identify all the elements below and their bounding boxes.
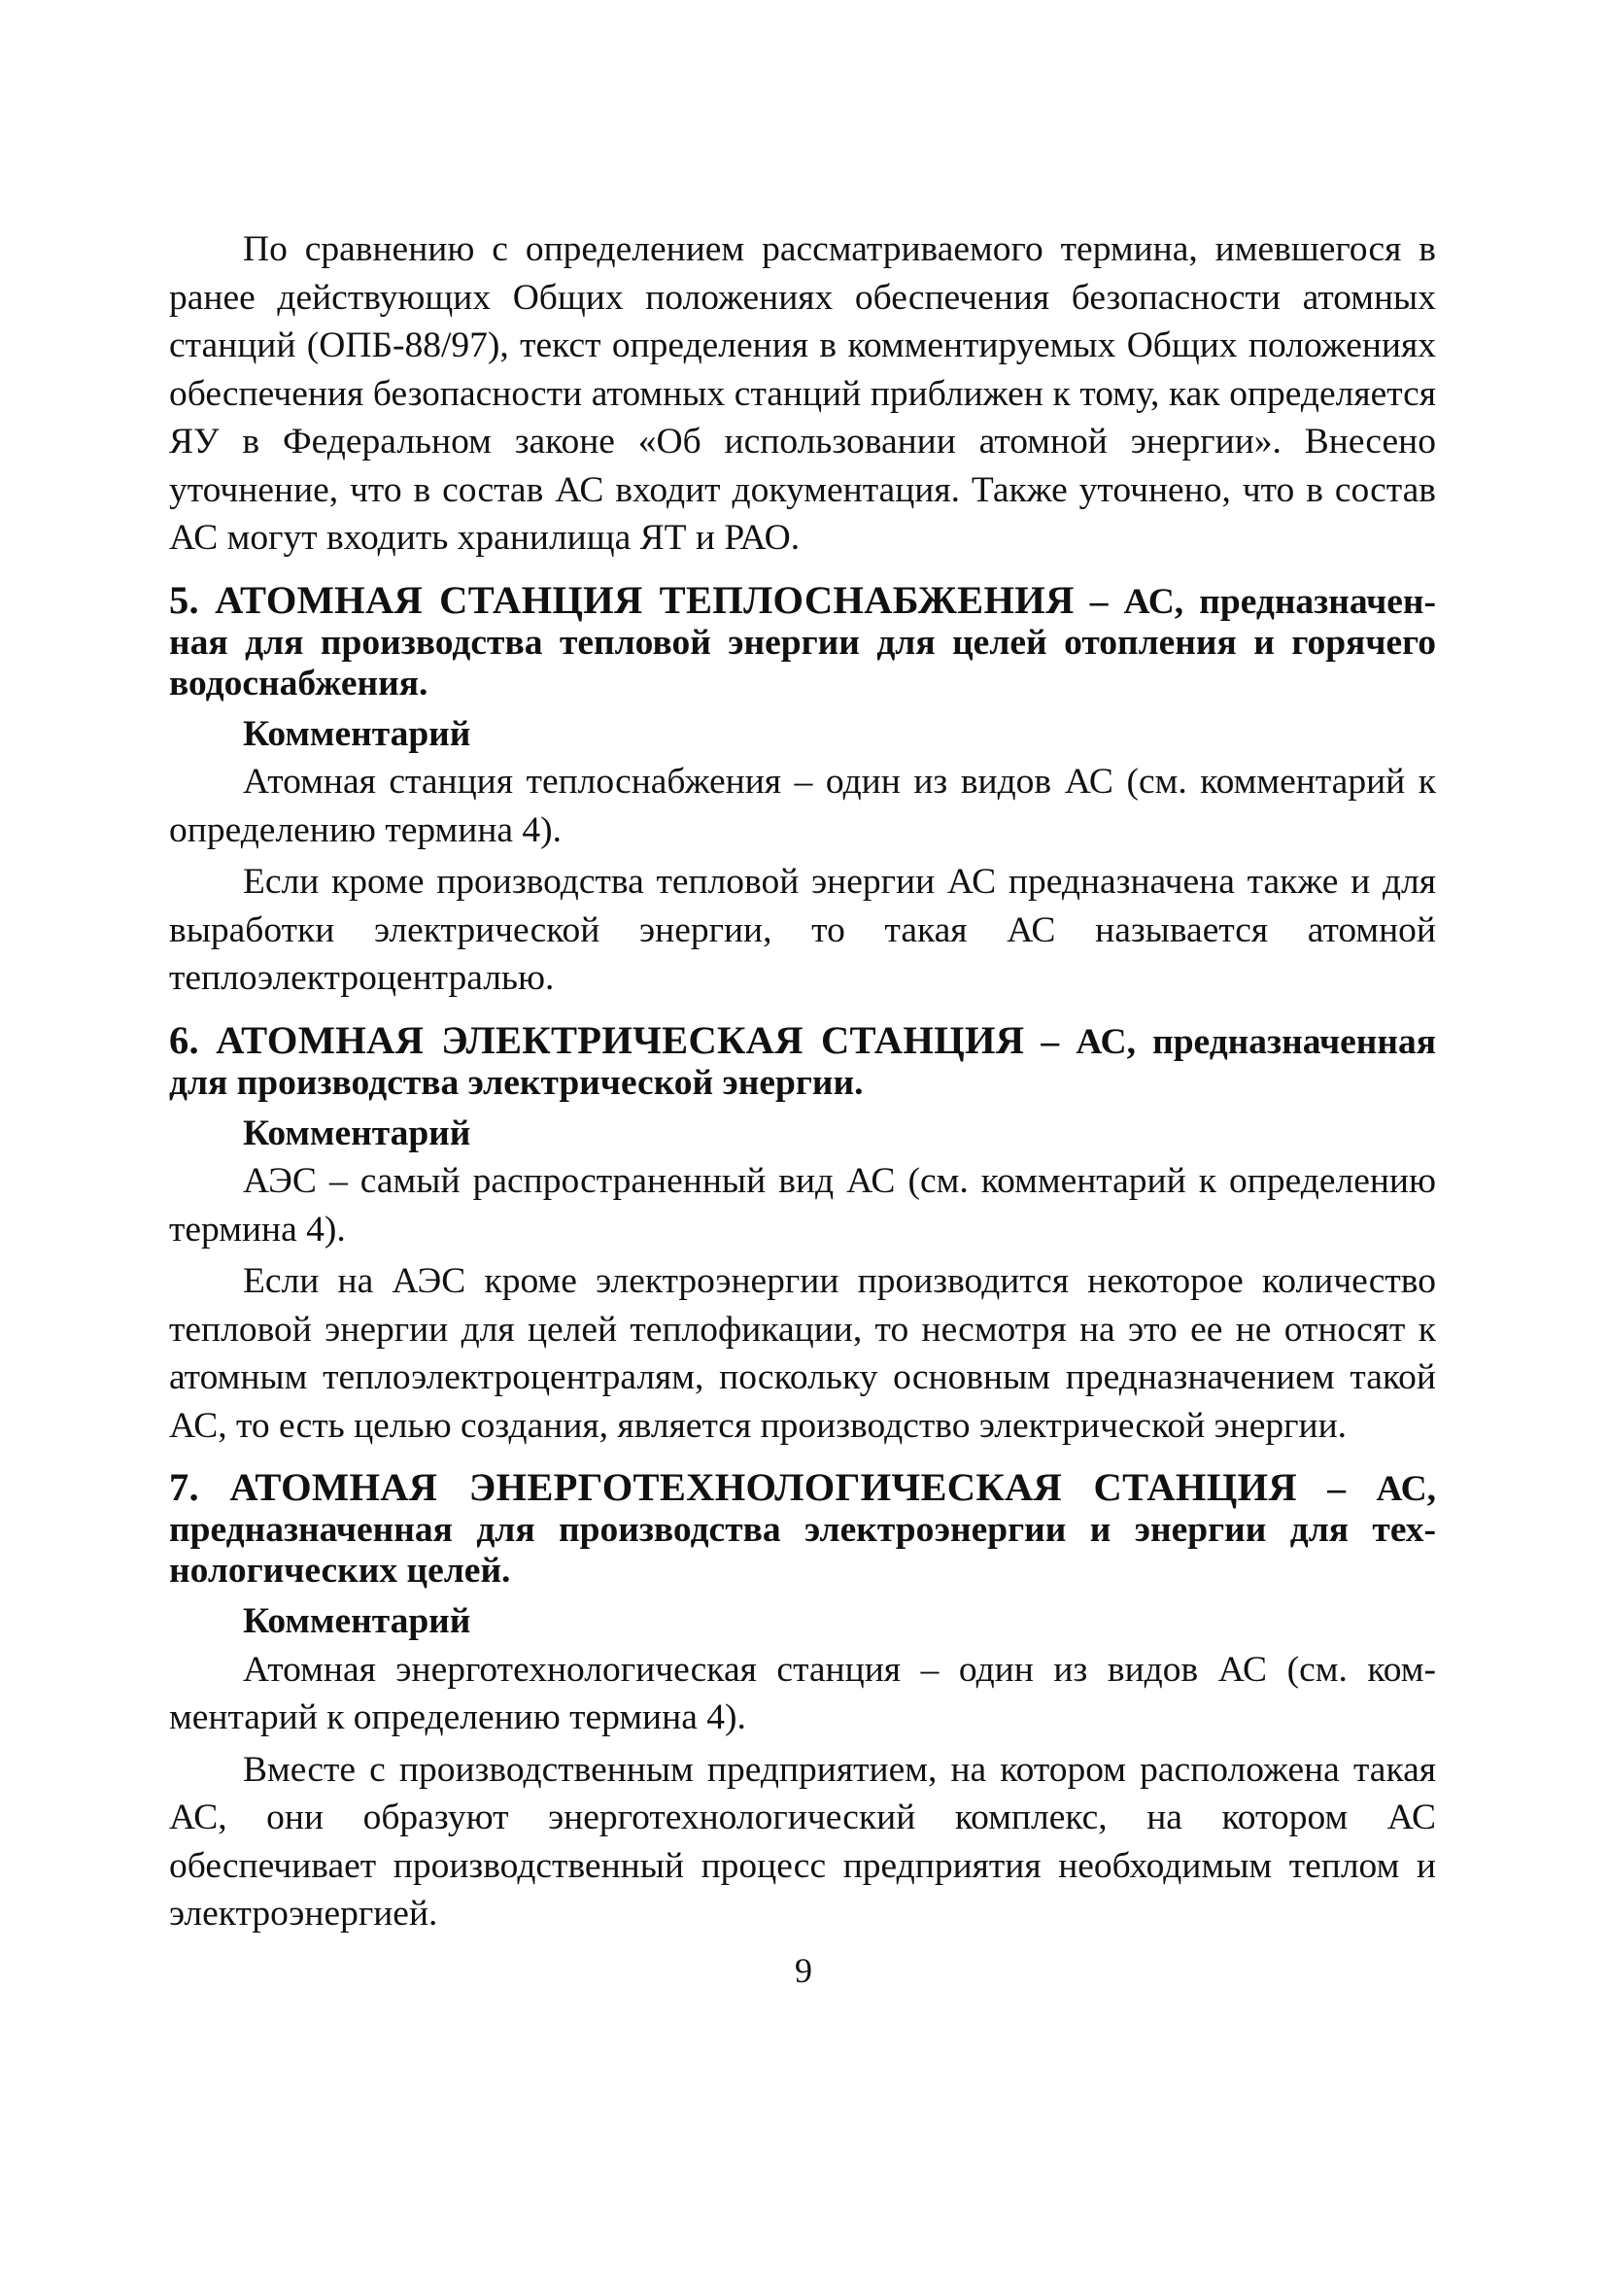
section-7-paragraph-2: Вместе с производственным предприятием, на котором расположена такая АС, они образуют энерготехнологический комплекс, на котором АС обеспечивает производственный процесс предприятия необходимым теплом и электроэнергией.	[169, 1749, 1436, 1934]
section-5-number: 5.	[169, 577, 199, 622]
section-5	[169, 577, 1437, 1003]
section-7-heading	[169, 1467, 1436, 1592]
section-5-paragraph-2: Если кроме производства тепловой энергии АС предназначена также и для выработки электрической энергии, то такая АС называется атомной теплоэлектроцентралью.	[169, 862, 1436, 998]
section-6	[169, 1017, 1437, 1451]
section-7-comment-label: Комментарий	[243, 1601, 471, 1641]
document-page	[169, 225, 1436, 1938]
section-7	[169, 1467, 1436, 1938]
section-7-paragraph-1: Атомная энерготехнологическая станция – один из видов АС (см. комментарий к определению термина 4).	[169, 1649, 1436, 1737]
section-5-paragraph-1: Атомная станция теплоснабжения – один из видов АС (см. комментарий к определению термина 4).	[169, 762, 1436, 850]
section-6-number: 6.	[169, 1017, 199, 1062]
section-7-number: 7.	[169, 1465, 199, 1509]
section-6-heading	[169, 1017, 1437, 1104]
section-7-definition: – АС, предназначенная для производства электроэнергии и энергии для технологических целей.	[169, 1469, 1437, 1591]
section-6-definition: – АС, предназначенная для производства электрической энергии.	[169, 1021, 1437, 1103]
section-5-term: АТОМНАЯ СТАНЦИЯ ТЕПЛОСНАБЖЕНИЯ	[215, 577, 1075, 622]
page-number: 9	[795, 1951, 812, 1990]
section-6-comment-label: Комментарий	[243, 1113, 471, 1153]
section-5-comment-label: Комментарий	[243, 713, 471, 754]
section-5-heading	[169, 577, 1437, 704]
section-5-definition: – АС, предназначенная для производства тепловой энергии для целей отопления и горячего водоснабжения.	[169, 581, 1437, 703]
section-6-term: АТОМНАЯ ЭЛЕКТРИЧЕСКАЯ СТАНЦИЯ	[216, 1017, 1025, 1062]
section-6-paragraph-1: АЭС – самый распространенный вид АС (см. комментарий к определению термина 4).	[169, 1161, 1436, 1250]
section-7-term: АТОМНАЯ ЭНЕРГОТЕХНОЛОГИЧЕСКАЯ СТАНЦИЯ	[229, 1465, 1297, 1509]
intro-paragraph: По сравнению с определением рассматриваемого термина, имевшегося в ранее действующих Общих положениях обеспечения безопасности атомных станций (ОПБ-88/97), текст определения в комментируемых Общих положениях обеспечения безопасности атомных станций приближен к тому, как определяется ЯУ в Федеральном законе «Об использовании атомной энергии». Внесено уточнение, что в состав АС входит документация. Также уточнено, что в состав АС могут входить хранилища ЯТ и РАО.	[169, 229, 1436, 558]
section-6-paragraph-2: Если на АЭС кроме электроэнергии производится некоторое количество тепловой энергии для целей теплофикации, то несмотря на это ее не относят к атомным теплоэлектроцентралям, поскольку основным предназначением такой АС, то есть целью создания, является производство электрической энергии.	[169, 1261, 1436, 1446]
